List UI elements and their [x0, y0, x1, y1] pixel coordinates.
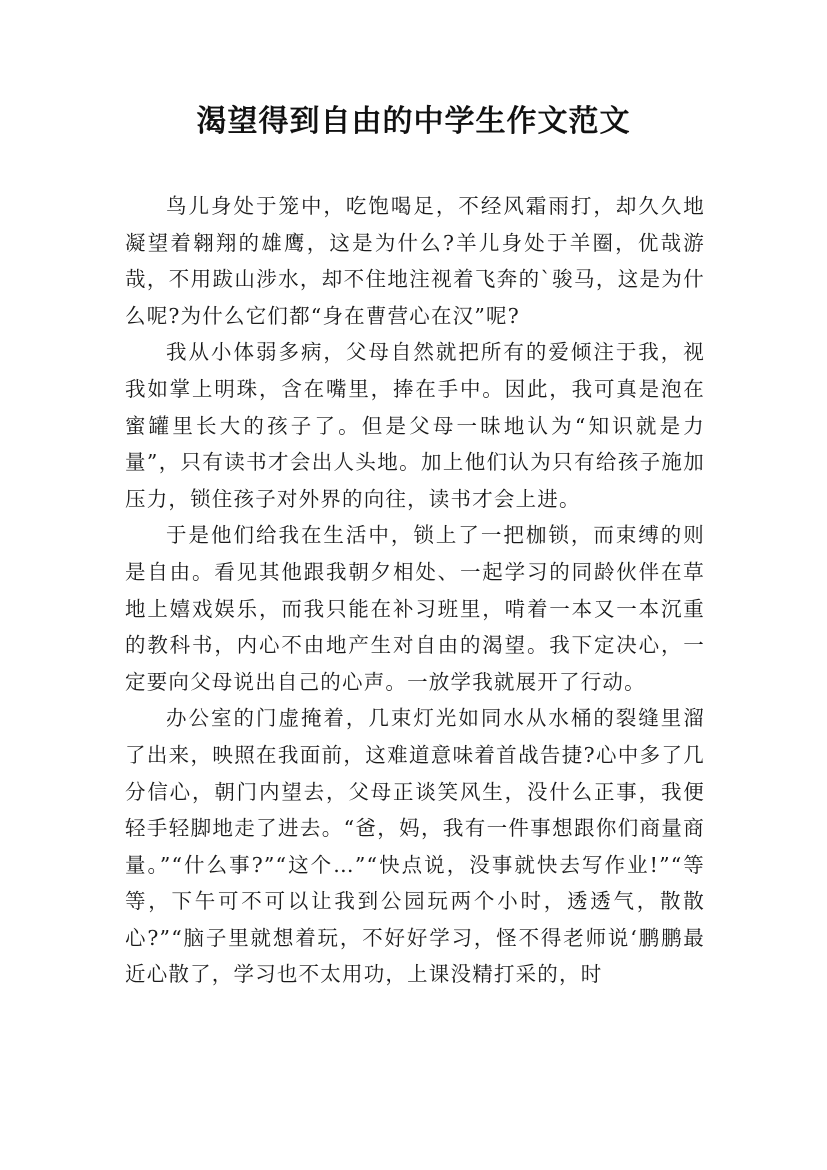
paragraph-4: 办公室的门虚掩着，几束灯光如同水从水桶的裂缝里溜了出来，映照在我面前，这难道意味着首战告捷?心中多了几分信心，朝门内望去，父母正谈笑风生，没什么正事，我便轻手轻脚地走了进去。“爸，妈，我有一件事想跟你们商量商量。”“什么事?”“这个…”“快点说，没事就快去写作业!”“等等，下午可不可以让我到公园玩两个小时，透透气，散散心?”“脑子里就想着玩，不好好学习，怪不得老师说‘鹏鹏最近心散了，学习也不太用功，上课没精打采的，时 — [125, 706, 705, 987]
article-body — [125, 188, 705, 993]
page-title: 渴望得到自由的中学生作文范文 — [196, 104, 631, 139]
paragraph-3: 于是他们给我在生活中，锁上了一把枷锁，而束缚的则是自由。看见其他跟我朝夕相处、一起学习的同龄伙伴在草地上嬉戏娱乐，而我只能在补习班里，啃着一本又一本沉重的教科书，内心不由地产生对自由的渴望。我下定决心，一定要向父母说出自己的心声。一放学我就展开了行动。 — [125, 523, 705, 694]
paragraph-2: 我从小体弱多病，父母自然就把所有的爱倾注于我，视我如掌上明珠，含在嘴里，捧在手中。因此，我可真是泡在蜜罐里长大的孩子了。但是父母一昧地认为“知识就是力量”，只有读书才会出人头地。加上他们认为只有给孩子施加压力，锁住孩子对外界的向往，读书才会上进。 — [125, 340, 705, 511]
paragraph-1: 鸟儿身处于笼中，吃饱喝足，不经风霜雨打，却久久地凝望着翱翔的雄鹰，这是为什么?羊儿身处于羊圈，优哉游哉，不用跋山涉水，却不住地注视着飞奔的`骏马，这是为什么呢?为什么它们都“身在曹营心在汉”呢? — [125, 194, 705, 328]
